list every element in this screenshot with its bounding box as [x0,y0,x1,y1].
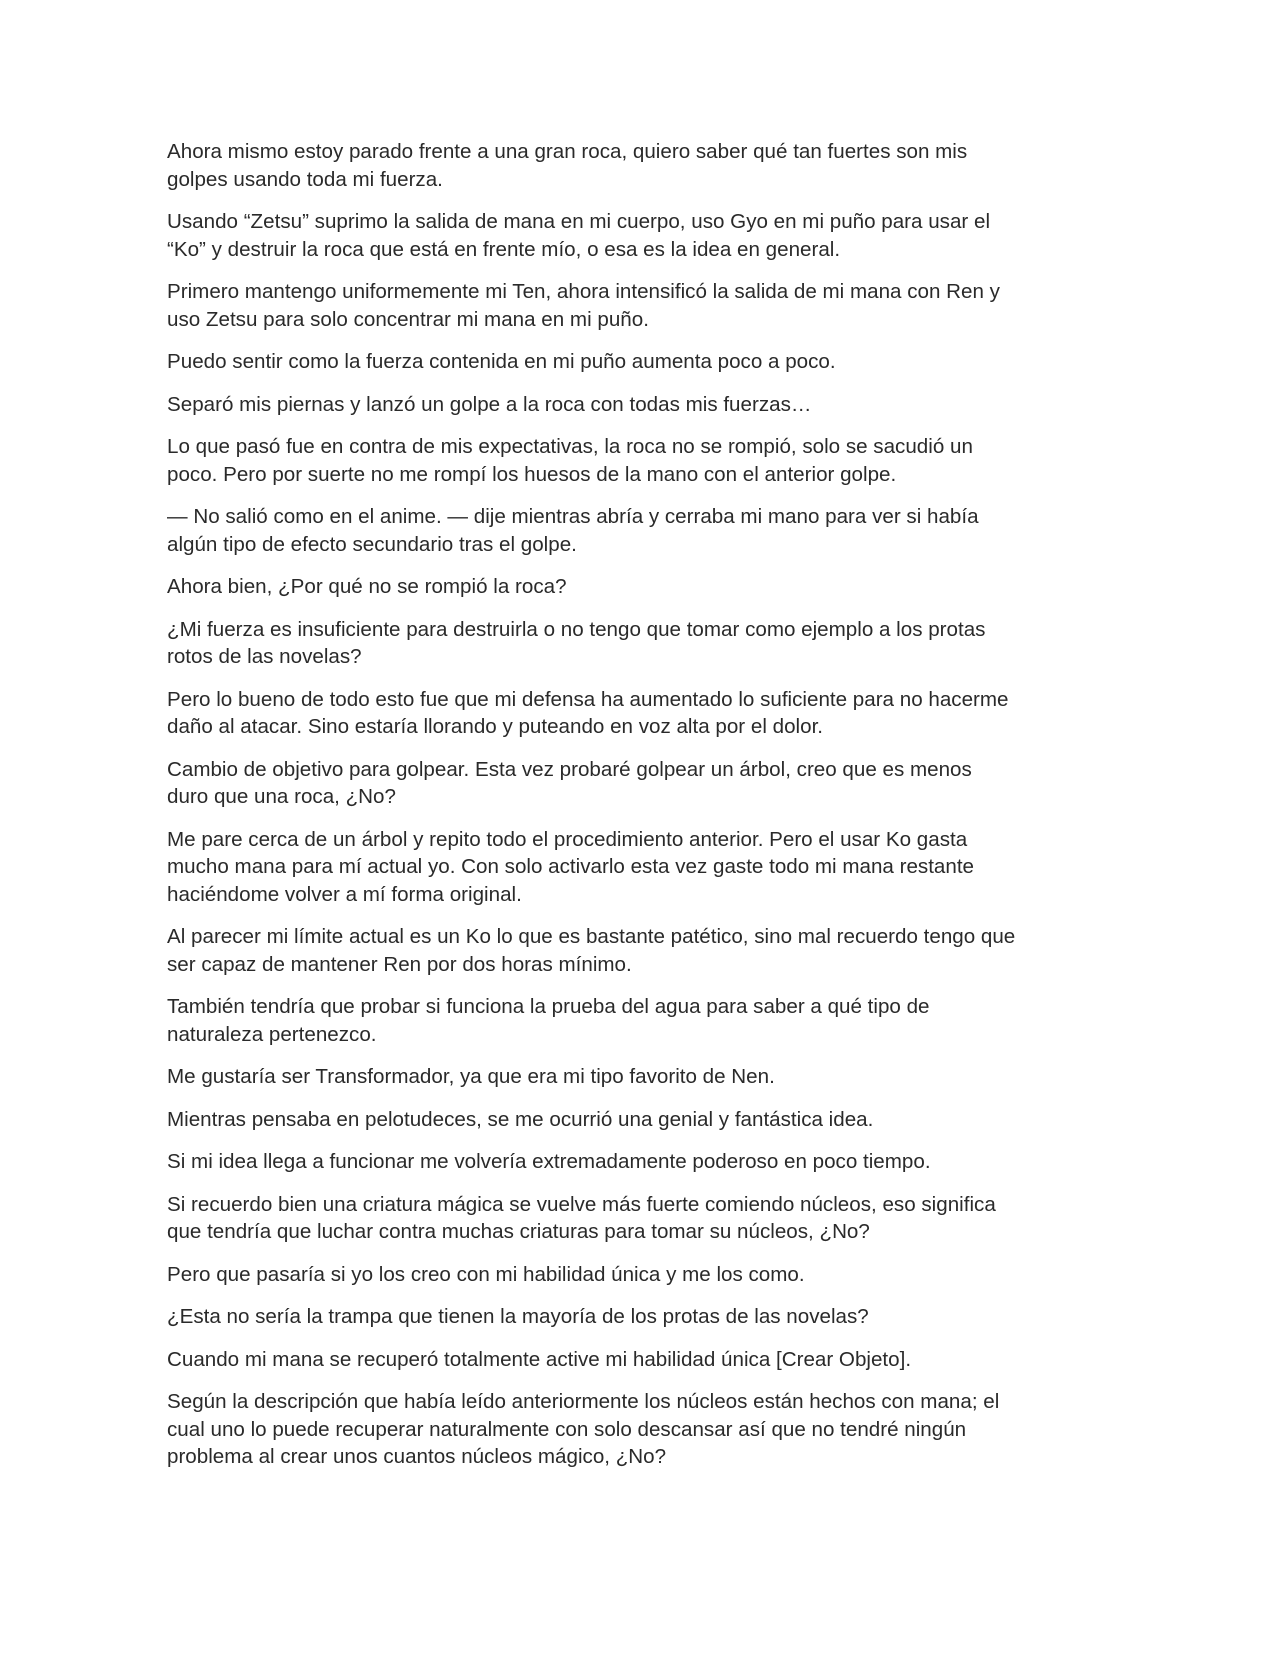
paragraph: ¿Mi fuerza es insuficiente para destruirla o no tengo que tomar como ejemplo a los protas rotos de las novelas? [167,617,986,668]
paragraph: Me gustaría ser Transformador, ya que era mi tipo favorito de Nen. [167,1065,775,1088]
paragraph: Usando “Zetsu” suprimo la salida de mana en mi cuerpo, uso Gyo en mi puño para usar el “Ko” y destruir la roca que está en frente mío, o esa es la idea en general. [167,210,991,261]
body-text [167,138,1017,1486]
paragraph: Al parecer mi límite actual es un Ko lo que es bastante patético, sino mal recuerdo tengo que ser capaz de mantener Ren por dos horas mínimo. [167,925,1016,976]
paragraph: Separó mis piernas y lanzó un golpe a la roca con todas mis fuerzas… [167,392,812,416]
paragraph: Si recuerdo bien una criatura mágica se vuelve más fuerte comiendo núcleos, eso significa que tendría que luchar contra muchas criaturas para tomar su núcleos, ¿No? [167,1192,996,1243]
paragraph: — No salió como en el anime. — dije mientras abría y cerraba mi mano para ver si había algún tipo de efecto secundario tras el golpe. [167,505,979,556]
paragraph: Mientras pensaba en pelotudeces, se me ocurrió una genial y fantástica idea. [167,1107,874,1131]
paragraph: Pero lo bueno de todo esto fue que mi defensa ha aumentado lo suficiente para no hacerme daño al atacar. Sino estaría llorando y puteando en voz alta por el dolor. [167,687,1009,738]
paragraph: Cambio de objetivo para golpear. Esta vez probaré golpear un árbol, creo que es menos duro que una roca, ¿No? [167,757,972,808]
paragraph: Si mi idea llega a funcionar me volvería extremadamente poderoso en poco tiempo. [167,1150,931,1173]
paragraph: Me pare cerca de un árbol y repito todo el procedimiento anterior. Pero el usar Ko gasta mucho mana para mí actual yo. Con solo activarlo esta vez gaste todo mi mana restante haciéndome volver a mí forma original. [167,827,974,906]
paragraph: Lo que pasó fue en contra de mis expectativas, la roca no se rompió, solo se sacudió un poco. Pero por suerte no me rompí los huesos de la mano con el anterior golpe. [167,435,973,486]
paragraph: Ahora bien, ¿Por qué no se rompió la roca? [167,575,567,598]
paragraph: Ahora mismo estoy parado frente a una gran roca, quiero saber qué tan fuertes son mis golpes usando toda mi fuerza. [167,140,968,191]
paragraph: Pero que pasaría si yo los creo con mi habilidad única y me los como. [167,1262,805,1286]
paragraph: También tendría que probar si funciona la prueba del agua para saber a qué tipo de naturaleza pertenezco. [167,995,930,1046]
paragraph: Primero mantengo uniformemente mi Ten, ahora intensificó la salida de mi mana con Ren y uso Zetsu para solo concentrar mi mana en mi puño. [167,280,1000,331]
paragraph: Puedo sentir como la fuerza contenida en mi puño aumenta poco a poco. [167,350,836,373]
paragraph: ¿Esta no sería la trampa que tienen la mayoría de los protas de las novelas? [167,1305,869,1328]
paragraph: Según la descripción que había leído anteriormente los núcleos están hechos con mana; el cual uno lo puede recuperar naturalmente con solo descansar así que no tendré ningún problema al crear unos cuantos núcleos mágico, ¿No? [167,1390,1000,1468]
paragraph: Cuando mi mana se recuperó totalmente active mi habilidad única [Crear Objeto]. [167,1347,912,1371]
